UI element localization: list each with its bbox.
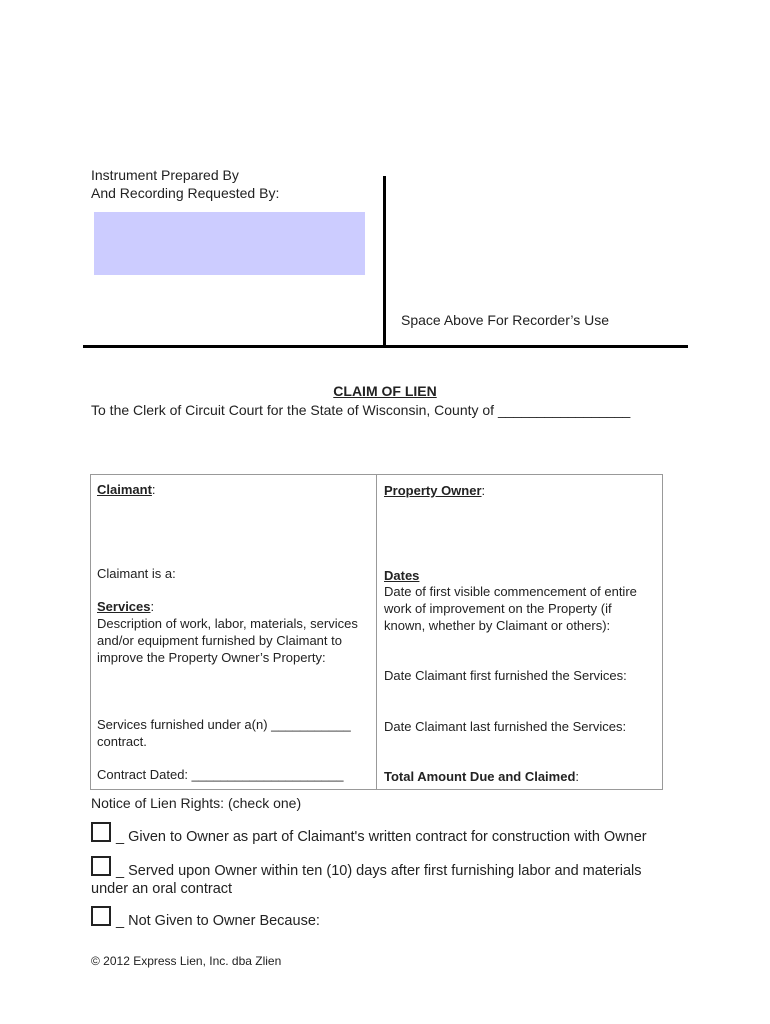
given-checkbox[interactable] bbox=[91, 822, 111, 842]
property-owner-heading: Property Owner: bbox=[384, 483, 486, 498]
prepared-by-label bbox=[91, 166, 371, 202]
not-given-option-label: _ Not Given to Owner Because: bbox=[116, 913, 320, 929]
return-address-field[interactable] bbox=[94, 212, 365, 275]
given-option-label: _ Given to Owner as part of Claimant's written contract for construction with Owner bbox=[116, 829, 647, 845]
claimant-heading: Claimant: bbox=[97, 482, 156, 497]
first-furnished-label: Date Claimant first furnished the Services: bbox=[384, 668, 627, 683]
document-title: CLAIM OF LIEN bbox=[333, 383, 437, 399]
services-contract-type: Services furnished under a(n) ___________ contract. bbox=[97, 717, 351, 749]
total-amount-label: Total Amount Due and Claimed bbox=[384, 769, 576, 784]
dates-label: Dates bbox=[384, 568, 420, 583]
property-owner-label: Property Owner bbox=[384, 483, 482, 498]
commencement-date-label: Date of first visible commencement of entire work of improvement on the Property (if known, whether by Claimant or others): bbox=[384, 584, 637, 633]
services-label: Services bbox=[97, 599, 151, 614]
clerk-county-line: To the Clerk of Circuit Court for the State of Wisconsin, County of _________________ bbox=[91, 402, 631, 418]
served-option-label: _ Served upon Owner within ten (10) days after first furnishing labor and materials under an oral contract bbox=[91, 863, 642, 897]
prepared-line-2: And Recording Requested By: bbox=[91, 185, 280, 201]
contract-dated-field: Contract Dated: _____________________ bbox=[97, 767, 344, 782]
recorder-use-label: Space Above For Recorder’s Use bbox=[401, 312, 610, 328]
not-given-checkbox[interactable] bbox=[91, 906, 111, 926]
table-column-divider bbox=[376, 474, 377, 790]
vertical-divider bbox=[383, 176, 386, 348]
claimant-is-label: Claimant is a: bbox=[97, 566, 176, 581]
last-furnished-label: Date Claimant last furnished the Services: bbox=[384, 719, 627, 734]
services-heading: Services: bbox=[97, 599, 155, 614]
prepared-line-1: Instrument Prepared By bbox=[91, 167, 239, 183]
total-amount-heading: Total Amount Due and Claimed: bbox=[384, 769, 580, 784]
claimant-label: Claimant bbox=[97, 482, 152, 497]
copyright-footer: © 2012 Express Lien, Inc. dba Zlien bbox=[91, 954, 282, 968]
services-description: Description of work, labor, materials, services and/or equipment furnished by Claimant to improve the Property Owner’s Property: bbox=[97, 616, 358, 665]
horizontal-divider bbox=[83, 345, 688, 348]
notice-heading: Notice of Lien Rights: (check one) bbox=[91, 795, 302, 811]
